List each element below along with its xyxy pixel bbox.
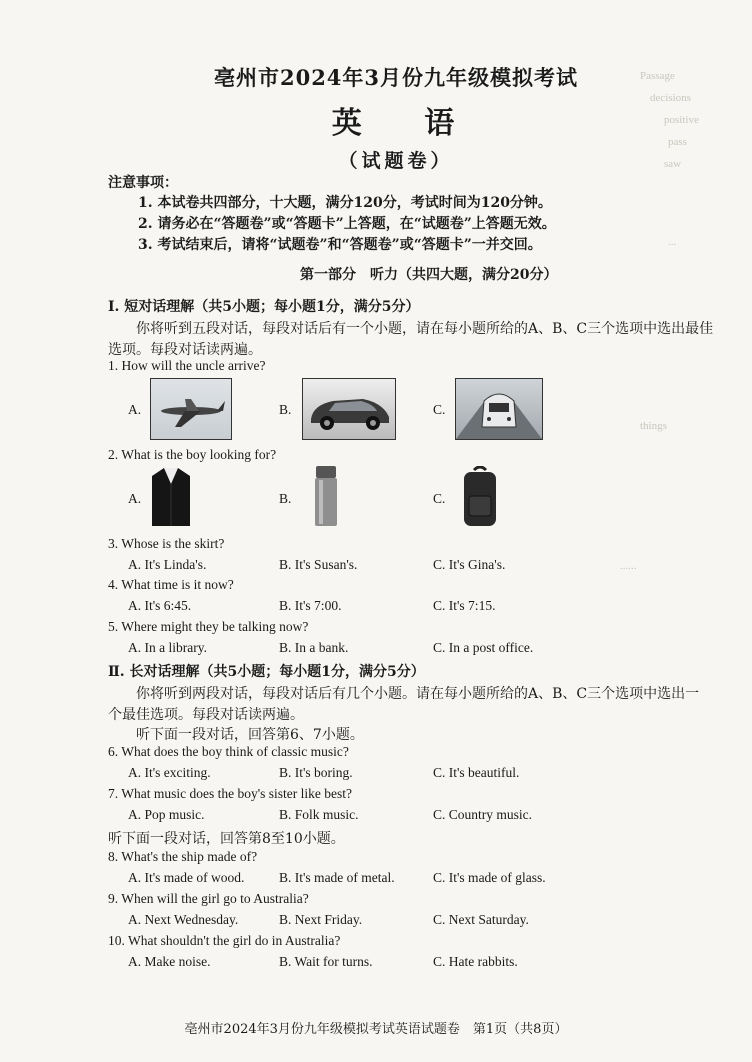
notice-item: 3. 考试结束后，请将“试题卷”和“答题卷”或“答题卡”一并交回。 <box>138 237 542 253</box>
option-b: B. Wait for turns. <box>279 954 373 969</box>
car-picture <box>302 378 396 440</box>
dialog-intro: 听下面一段对话，回答第6、7小题。 <box>136 727 364 743</box>
option-c: C. Next Saturday. <box>433 912 529 927</box>
option-a: A. Pop music. <box>128 807 205 822</box>
question-3: 3. Whose is the skirt? <box>108 536 225 551</box>
section-instruction: 你将听到两段对话，每段对话后有几个小题。请在每小题所给的A、B、C三个选项中选出一 <box>136 686 700 702</box>
option-b: B. It's boring. <box>279 765 353 780</box>
question-9: 9. When will the girl go to Australia? <box>108 891 309 906</box>
paper-type: （试题卷） <box>338 150 454 172</box>
section-heading: Ⅰ. 短对话理解（共5小题；每小题1分，满分5分） <box>108 299 420 315</box>
option-b: B. It's 7:00. <box>279 598 342 613</box>
section-instruction: 选项。每段对话读两遍。 <box>108 342 262 358</box>
section-heading: Ⅱ. 长对话理解（共5小题；每小题1分，满分5分） <box>108 664 425 680</box>
option-a: A. It's made of wood. <box>128 870 245 885</box>
question-6: 6. What does the boy think of classic music? <box>108 744 349 759</box>
option-c: C. It's 7:15. <box>433 598 496 613</box>
option-c: C. It's made of glass. <box>433 870 546 885</box>
option-c: C. In a post office. <box>433 640 534 655</box>
option-b: B. In a bank. <box>279 640 349 655</box>
page-footer: 亳州市2024年3月份九年级模拟考试英语试题卷 第1页（共8页） <box>184 1022 568 1037</box>
option-label: C. <box>433 491 446 506</box>
option-b: B. Next Friday. <box>279 912 363 927</box>
section-instruction: 你将听到五段对话，每段对话后有一个小题，请在每小题所给的A、B、C三个选项中选出最佳 <box>136 321 714 337</box>
section-instruction: 个最佳选项。每段对话读两遍。 <box>108 707 304 723</box>
option-b: B. It's made of metal. <box>279 870 395 885</box>
option-b: B. Folk music. <box>279 807 359 822</box>
option-c: C. Hate rabbits. <box>433 954 518 969</box>
option-a: A. In a library. <box>128 640 207 655</box>
question-10: 10. What shouldn't the girl do in Australia? <box>108 933 341 948</box>
question-2: 2. What is the boy looking for? <box>108 447 277 462</box>
notice-heading: 注意事项： <box>108 175 178 191</box>
question-7: 7. What music does the boy's sister like best? <box>108 786 353 801</box>
question-1: 1. How will the uncle arrive? <box>108 358 266 373</box>
option-label: A. <box>128 402 142 417</box>
option-a: A. Make noise. <box>128 954 211 969</box>
option-a: A. Next Wednesday. <box>128 912 239 927</box>
option-label: C. <box>433 402 446 417</box>
option-a: A. It's Linda's. <box>128 557 207 572</box>
backpack-picture <box>460 466 500 528</box>
option-c: C. Country music. <box>433 807 533 822</box>
question-4: 4. What time is it now? <box>108 577 234 592</box>
option-c: C. It's beautiful. <box>433 765 520 780</box>
option-c: C. It's Gina's. <box>433 557 506 572</box>
option-a: A. It's exciting. <box>128 765 211 780</box>
dialog-intro: 听下面一段对话，回答第8至10小题。 <box>108 831 345 847</box>
option-b: B. It's Susan's. <box>279 557 358 572</box>
question-8: 8. What's the ship made of? <box>108 849 258 864</box>
airplane-picture <box>150 378 232 440</box>
option-label: A. <box>128 491 142 506</box>
train-picture <box>455 378 543 440</box>
exam-title: 亳州市2024年3月份九年级模拟考试 <box>213 65 579 90</box>
thermos-picture <box>312 466 340 528</box>
option-a: A. It's 6:45. <box>128 598 192 613</box>
question-5: 5. Where might they be talking now? <box>108 619 309 634</box>
subject-title: 英 语 <box>331 106 481 141</box>
jacket-picture <box>150 466 192 528</box>
notice-item: 1. 本试卷共四部分，十大题，满分120分，考试时间为120分钟。 <box>138 195 552 211</box>
notice-item: 2. 请务必在“答题卷”或“答题卡”上答题，在“试题卷”上答题无效。 <box>138 216 556 232</box>
part-heading: 第一部分 听力（共四大题，满分20分） <box>300 267 558 283</box>
option-label: B. <box>279 491 292 506</box>
option-label: B. <box>279 402 292 417</box>
